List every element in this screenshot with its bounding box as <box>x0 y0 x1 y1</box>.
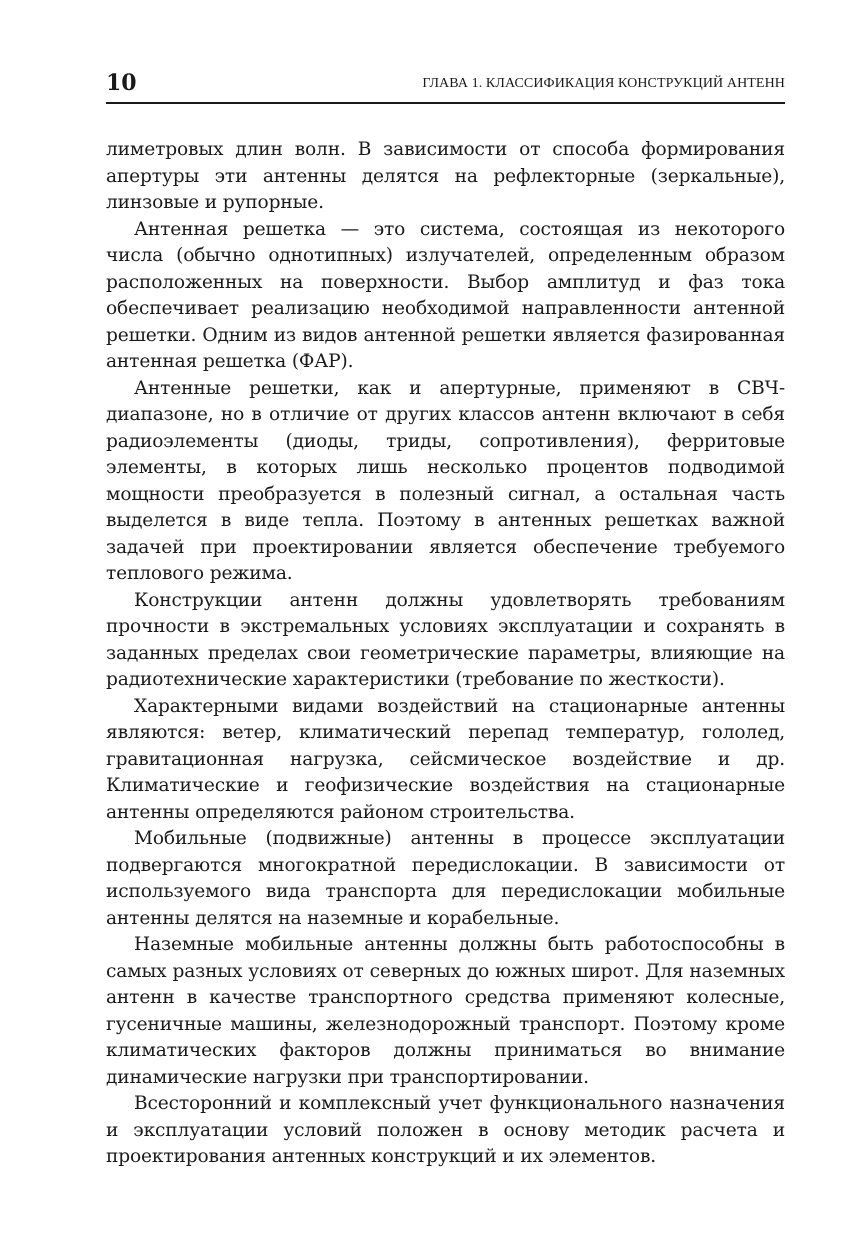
page-number: 10 <box>106 70 137 96</box>
paragraph: Антенные решетки, как и апертурные, применяют в СВЧ-диапазоне, но в отличие от других классов антенн включают в себя радиоэлементы (диоды, триды, сопротивления), ферритовые элементы, в которых лишь несколько процентов подводимой мощности преобразуется в полезный сигнал, а остальная часть выделется в виде тепла. Поэтому в антенных решетках важной задачей при проектировании является обеспечение требуемого теплового режима. <box>106 377 785 584</box>
paragraph: Наземные мобильные антенны должны быть работоспособны в самых разных условиях от северных до южных широт. Для наземных антенн в качестве транспортного средства применяют колесные, гусеничные машины, железнодорожный транспорт. Поэтому кроме климатических факторов должны приниматься во внимание динамические нагрузки при транспортировании. <box>106 934 785 1088</box>
paragraph: Конструкции антенн должны удовлетворять требованиям прочности в экстремальных условиях эксплуатации и сохранять в заданных пределах свои геометрические параметры, влияющие на радиотехнические характеристики (требование по жесткости). <box>106 589 785 690</box>
running-title: ГЛАВА 1. КЛАССИФИКАЦИЯ КОНСТРУКЦИЙ АНТЕНН <box>422 76 785 91</box>
header-rule <box>106 102 785 104</box>
body-text <box>106 137 785 1171</box>
paragraph: лиметровых длин волн. В зависимости от способа формирования апертуры эти антенны делятся на рефлекторные (зеркальные), линзовые и рупорные. <box>106 139 785 213</box>
paragraph: Всесторонний и комплексный учет функционального назначения и эксплуатации условий положен в основу методик расчета и проектирования антенных конструкций и их элементов. <box>106 1093 785 1167</box>
paragraph: Мобильные (подвижные) антенны в процессе эксплуатации подвергаются многократной передислокации. В зависимости от используемого вида транспорта для передислокации мобильные антенны делятся на наземные и корабельные. <box>106 828 785 929</box>
paragraph: Антенная решетка — это система, состоящая из некоторого числа (обычно однотипных) излучателей, определенным образом расположенных на поверхности. Выбор амплитуд и фаз тока обеспечивает реализацию необходимой направленности антенной решетки. Одним из видов антенной решетки является фазированная антенная решетка (ФАР). <box>106 218 785 372</box>
paragraph: Характерными видами воздействий на стационарные антенны являются: ветер, климатический перепад температур, гололед, гравитационная нагрузка, сейсмическое воздействие и др. Климатические и геофизические воздействия на стационарные антенны определяются районом строительства. <box>106 695 785 823</box>
